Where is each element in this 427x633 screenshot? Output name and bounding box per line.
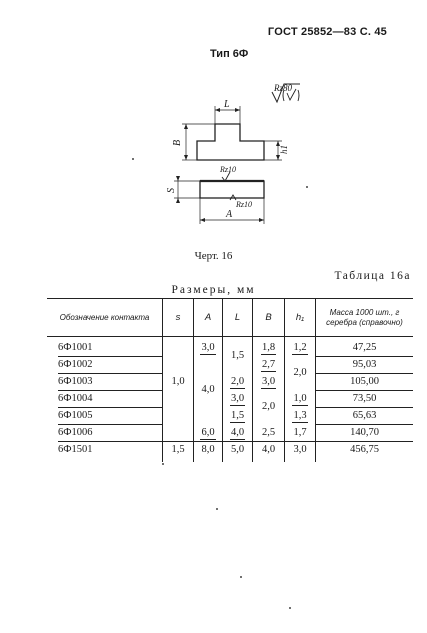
dim-label-L: L (224, 99, 230, 110)
header-A: A (204, 312, 212, 323)
table-cell-mass: 95,03 (352, 359, 377, 370)
table-cell-B: 2,0 (261, 401, 276, 412)
table-cell-mass: 456,75 (350, 444, 379, 455)
table-cell-designation: 6Ф1005 (58, 410, 93, 421)
page-header: ГОСТ 25852—83 С. 45 (267, 26, 387, 38)
dim-label-A: A (226, 209, 233, 220)
header-L: L (234, 312, 241, 323)
table-label: Таблица 16а (334, 270, 411, 282)
table-cell-A-value: 6,0 (201, 427, 215, 438)
table-cell-designation: 6Ф1003 (58, 376, 93, 387)
table-cell-mass: 140,70 (350, 427, 379, 438)
table-cell-L-value: 1,5 (230, 410, 245, 421)
row-rule (316, 441, 413, 442)
table-title: Размеры, мм (171, 284, 256, 296)
table-cell-L (223, 427, 252, 440)
table-cell-L: 1,5 (230, 350, 245, 361)
scan-speck (132, 158, 134, 160)
table-cell-L (223, 393, 252, 406)
header-designation: Обозначение контакта (59, 313, 150, 322)
row-rule (58, 390, 162, 391)
table-cell-h1-value: 1,0 (293, 393, 307, 404)
roughness-label-side1: Rz10 (220, 165, 236, 174)
row-rule (316, 424, 413, 425)
header-s: s (175, 312, 181, 323)
row-rule (163, 441, 315, 442)
table-cell-B-value: 3,0 (261, 376, 276, 387)
roughness-label-top: Rz80 (274, 83, 292, 93)
table-cell-h1: 2,0 (293, 367, 307, 378)
table-cell-h1: 1,7 (293, 427, 307, 438)
table-cell-B: 4,0 (261, 444, 276, 455)
contact-profile (197, 124, 264, 160)
row-rule (58, 441, 162, 442)
table-cell-A: 4,0 (201, 384, 215, 395)
contact-side-view (200, 181, 264, 198)
table-cell-B (253, 359, 284, 372)
table-cell-L-value: 4,0 (230, 427, 245, 438)
table-cell-B (253, 376, 284, 389)
table-cell-L: 5,0 (230, 444, 245, 455)
table-cell-h1 (285, 393, 315, 406)
table-cell-designation: 6Ф1002 (58, 359, 93, 370)
table-cell-B: 2,5 (261, 427, 276, 438)
table-cell-designation: 6Ф1501 (58, 444, 93, 455)
type-title: Тип 6Ф (210, 48, 249, 60)
header-h1: h₁ (295, 312, 305, 323)
table-cell-h1: 3,0 (293, 444, 307, 455)
table-cell-mass: 47,25 (352, 342, 377, 353)
table-cell-A: 8,0 (201, 444, 215, 455)
scan-speck (216, 508, 218, 510)
table-cell-mass: 105,00 (350, 376, 379, 387)
scan-speck (240, 576, 242, 578)
row-rule (58, 407, 162, 408)
row-rule (58, 373, 162, 374)
table-cell-A-value: 3,0 (201, 342, 215, 353)
table-cell-A (194, 342, 222, 355)
table-cell-designation: 6Ф1006 (58, 427, 93, 438)
row-rule (316, 373, 413, 374)
table-cell-L (223, 410, 252, 423)
table-top-rule (47, 298, 413, 299)
dim-label-S: S (166, 188, 177, 193)
table-cell-B (253, 342, 284, 355)
header-mass: Масса 1000 шт., г серебра (справочно) (326, 308, 403, 327)
table-cell-h1-value: 1,2 (293, 342, 307, 353)
dim-label-B: B (172, 139, 183, 146)
table-cell-A (194, 427, 222, 440)
row-rule (58, 356, 162, 357)
row-rule (316, 390, 413, 391)
roughness-label-side2: Rz10 (236, 200, 252, 209)
table-cell-L-value: 3,0 (230, 393, 245, 404)
row-rule (316, 356, 413, 357)
table-cell-mass: 65,63 (352, 410, 377, 421)
table-cell-B-value: 1,8 (261, 342, 276, 353)
table-cell-h1 (285, 342, 315, 355)
dim-label-h1: h1 (279, 145, 289, 154)
table-cell-designation: 6Ф1001 (58, 342, 93, 353)
table-cell-h1-value: 1,3 (293, 410, 307, 421)
table-header-rule (47, 336, 413, 337)
table-cell-h1 (285, 410, 315, 423)
technical-drawing (160, 80, 320, 240)
table-cell-B-value: 2,7 (261, 359, 276, 370)
row-rule (58, 424, 162, 425)
header-B: B (265, 312, 272, 323)
table-cell-L (223, 376, 252, 389)
table-cell-L-value: 2,0 (230, 376, 245, 387)
scan-speck (289, 607, 291, 609)
row-rule (316, 407, 413, 408)
table-cell-s: 1,5 (171, 444, 185, 455)
table-cell-designation: 6Ф1004 (58, 393, 93, 404)
table-cell-s: 1,0 (171, 376, 185, 387)
scan-speck (162, 463, 164, 465)
figure-caption: Черт. 16 (194, 250, 233, 262)
table-cell-mass: 73,50 (352, 393, 377, 404)
scan-speck (306, 186, 308, 188)
